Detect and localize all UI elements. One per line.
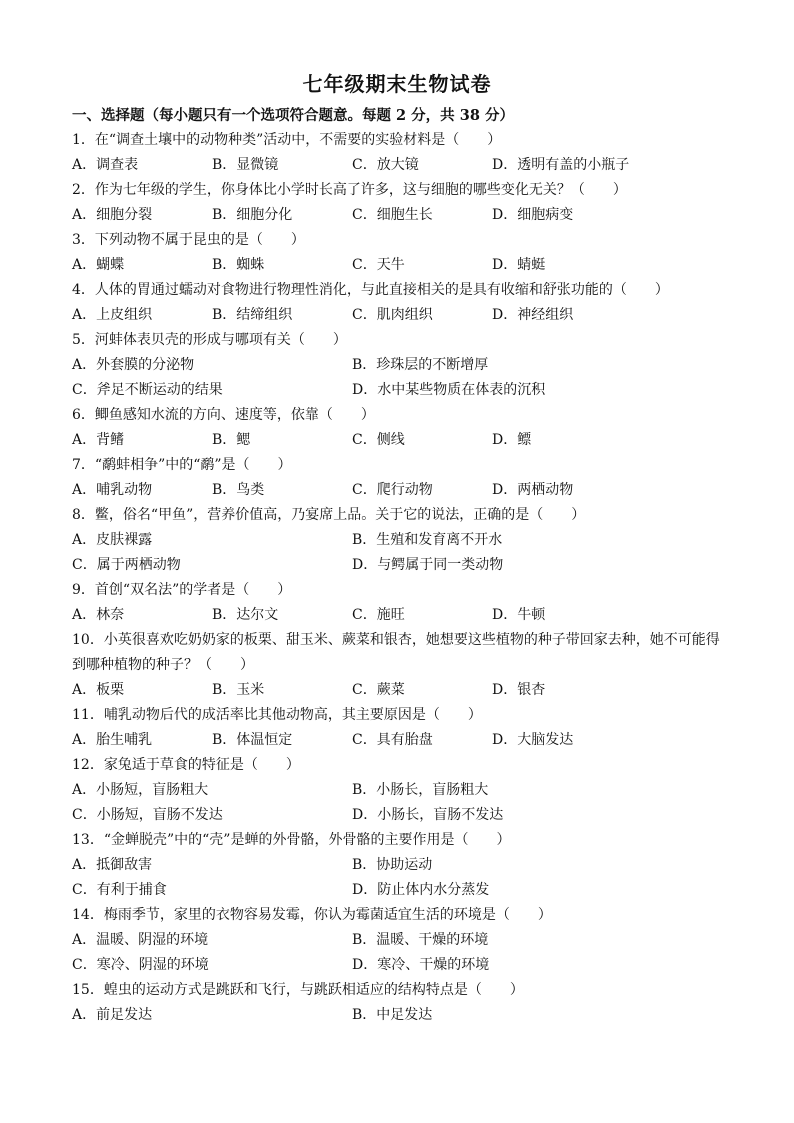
option-d: D．与鳄属于同一类动物 xyxy=(352,557,504,573)
option-d: D．水中某些物质在体表的沉积 xyxy=(352,382,546,398)
question-stem: 12．家兔适于草食的特征是（ ） xyxy=(72,757,300,773)
option-b: B．生殖和发育离不开水 xyxy=(352,532,503,548)
option-c: C．有利于捕食 xyxy=(72,882,167,898)
question-stem: 9．首创“双名法”的学者是（ ） xyxy=(72,582,292,598)
option-a: A．背鳍 xyxy=(72,432,125,448)
question-stem: 3．下列动物不属于昆虫的是（ ） xyxy=(72,232,305,248)
option-b: B．体温恒定 xyxy=(212,732,293,748)
question-stem: 6．鲫鱼感知水流的方向、速度等，依靠（ ） xyxy=(72,407,375,423)
option-a: A．细胞分裂 xyxy=(72,207,153,223)
question-stem: 13．“金蝉脱壳”中的“壳”是蝉的外骨骼，外骨骼的主要作用是（ ） xyxy=(72,832,511,848)
option-c: C．寒冷、阴湿的环境 xyxy=(72,957,209,973)
option-row xyxy=(72,778,732,803)
option-a: A．前足发达 xyxy=(72,1007,153,1023)
option-c: C．具有胎盘 xyxy=(352,732,433,748)
option-d: D．大脑发达 xyxy=(492,732,574,748)
option-c: C．天牛 xyxy=(352,257,405,273)
option-row xyxy=(72,153,732,178)
option-c: C．放大镜 xyxy=(352,157,419,173)
option-a: A．温暖、阴湿的环境 xyxy=(72,932,209,948)
option-row xyxy=(72,803,732,828)
option-c: C．小肠短，盲肠不发达 xyxy=(72,807,223,823)
question-stem: 10．小英很喜欢吃奶奶家的板栗、甜玉米、蕨菜和银杏，她想要这些植物的种子带回家去种，她不可能得 xyxy=(72,632,720,648)
option-c: C．施旺 xyxy=(352,607,405,623)
question-stem-continued: 到哪种植物的种子？（ ） xyxy=(72,657,254,673)
question-stem: 14．梅雨季节，家里的衣物容易发霉，你认为霉菌适宜生活的环境是（ ） xyxy=(72,907,552,923)
option-row xyxy=(72,253,732,278)
option-row xyxy=(72,203,732,228)
option-b: B．达尔文 xyxy=(212,607,279,623)
option-a: A．胎生哺乳 xyxy=(72,732,153,748)
option-a: A．蝴蝶 xyxy=(72,257,125,273)
question-list xyxy=(72,128,732,1028)
question-stem: 1．在“调查土壤中的动物种类”活动中，不需要的实验材料是（ ） xyxy=(72,132,502,148)
option-d: D．两栖动物 xyxy=(492,482,574,498)
option-d: D．寒冷、干燥的环境 xyxy=(352,957,490,973)
option-b: B．玉米 xyxy=(212,682,265,698)
question-stem: 8．鳖，俗名“甲鱼”，营养价值高，乃宴席上品。关于它的说法，正确的是（ ） xyxy=(72,507,586,523)
option-c: C．斧足不断运动的结果 xyxy=(72,382,223,398)
option-row xyxy=(72,878,732,903)
option-a: A．外套膜的分泌物 xyxy=(72,357,195,373)
option-b: B．温暖、干燥的环境 xyxy=(352,932,489,948)
option-b: B．鳃 xyxy=(212,432,251,448)
option-b: B．蜘蛛 xyxy=(212,257,265,273)
option-a: A．板栗 xyxy=(72,682,125,698)
option-d: D．小肠长，盲肠不发达 xyxy=(352,807,504,823)
option-d: D．防止体内水分蒸发 xyxy=(352,882,490,898)
question-stem: 2．作为七年级的学生，你身体比小学时长高了许多，这与细胞的哪些变化无关？（ ） xyxy=(72,182,627,198)
option-row xyxy=(72,553,732,578)
option-a: A．抵御敌害 xyxy=(72,857,153,873)
option-b: B．细胞分化 xyxy=(212,207,293,223)
option-c: C．属于两栖动物 xyxy=(72,557,181,573)
option-d: D．蜻蜓 xyxy=(492,257,546,273)
option-row xyxy=(72,928,732,953)
option-row xyxy=(72,853,732,878)
option-d: D．透明有盖的小瓶子 xyxy=(492,157,630,173)
option-b: B．显微镜 xyxy=(212,157,279,173)
option-b: B．中足发达 xyxy=(352,1007,433,1023)
option-b: B．小肠长，盲肠粗大 xyxy=(352,782,489,798)
option-c: C．爬行动物 xyxy=(352,482,433,498)
option-c: C．细胞生长 xyxy=(352,207,433,223)
option-b: B．鸟类 xyxy=(212,482,265,498)
option-d: D．神经组织 xyxy=(492,307,574,323)
option-row xyxy=(72,603,732,628)
option-row xyxy=(72,353,732,378)
question-stem: 5．河蚌体表贝壳的形成与哪项有关（ ） xyxy=(72,332,347,348)
option-b: B．珍珠层的不断增厚 xyxy=(352,357,489,373)
option-row xyxy=(72,528,732,553)
page-title: 七年级期末生物试卷 xyxy=(302,72,492,96)
question-stem: 7．“鹬蚌相争”中的“鹬”是（ ） xyxy=(72,457,292,473)
option-row xyxy=(72,1003,732,1028)
question-stem: 11．哺乳动物后代的成活率比其他动物高，其主要原因是（ ） xyxy=(72,707,482,723)
option-row xyxy=(72,678,732,703)
option-a: A．皮肤裸露 xyxy=(72,532,153,548)
option-d: D．银杏 xyxy=(492,682,546,698)
option-b: B．结缔组织 xyxy=(212,307,293,323)
option-b: B．协助运动 xyxy=(352,857,433,873)
option-a: A．小肠短，盲肠粗大 xyxy=(72,782,209,798)
section-heading: 一、选择题（每小题只有一个选项符合题意。每题 2 分，共 38 分） xyxy=(72,107,514,124)
option-c: C．蕨菜 xyxy=(352,682,405,698)
question-stem: 15．蝗虫的运动方式是跳跃和飞行，与跳跃相适应的结构特点是（ ） xyxy=(72,982,524,998)
option-a: A．哺乳动物 xyxy=(72,482,153,498)
option-d: D．细胞病变 xyxy=(492,207,574,223)
option-a: A．林奈 xyxy=(72,607,125,623)
option-row xyxy=(72,728,732,753)
option-c: C．肌肉组织 xyxy=(352,307,433,323)
option-row xyxy=(72,953,732,978)
option-a: A．调查表 xyxy=(72,157,139,173)
option-row xyxy=(72,478,732,503)
option-a: A．上皮组织 xyxy=(72,307,153,323)
option-row xyxy=(72,428,732,453)
option-d: D．牛顿 xyxy=(492,607,546,623)
question-stem: 4．人体的胃通过蠕动对食物进行物理性消化，与此直接相关的是具有收缩和舒张功能的（ ） xyxy=(72,282,669,298)
option-row xyxy=(72,378,732,403)
option-row xyxy=(72,303,732,328)
option-c: C．侧线 xyxy=(352,432,405,448)
option-d: D．鳔 xyxy=(492,432,532,448)
